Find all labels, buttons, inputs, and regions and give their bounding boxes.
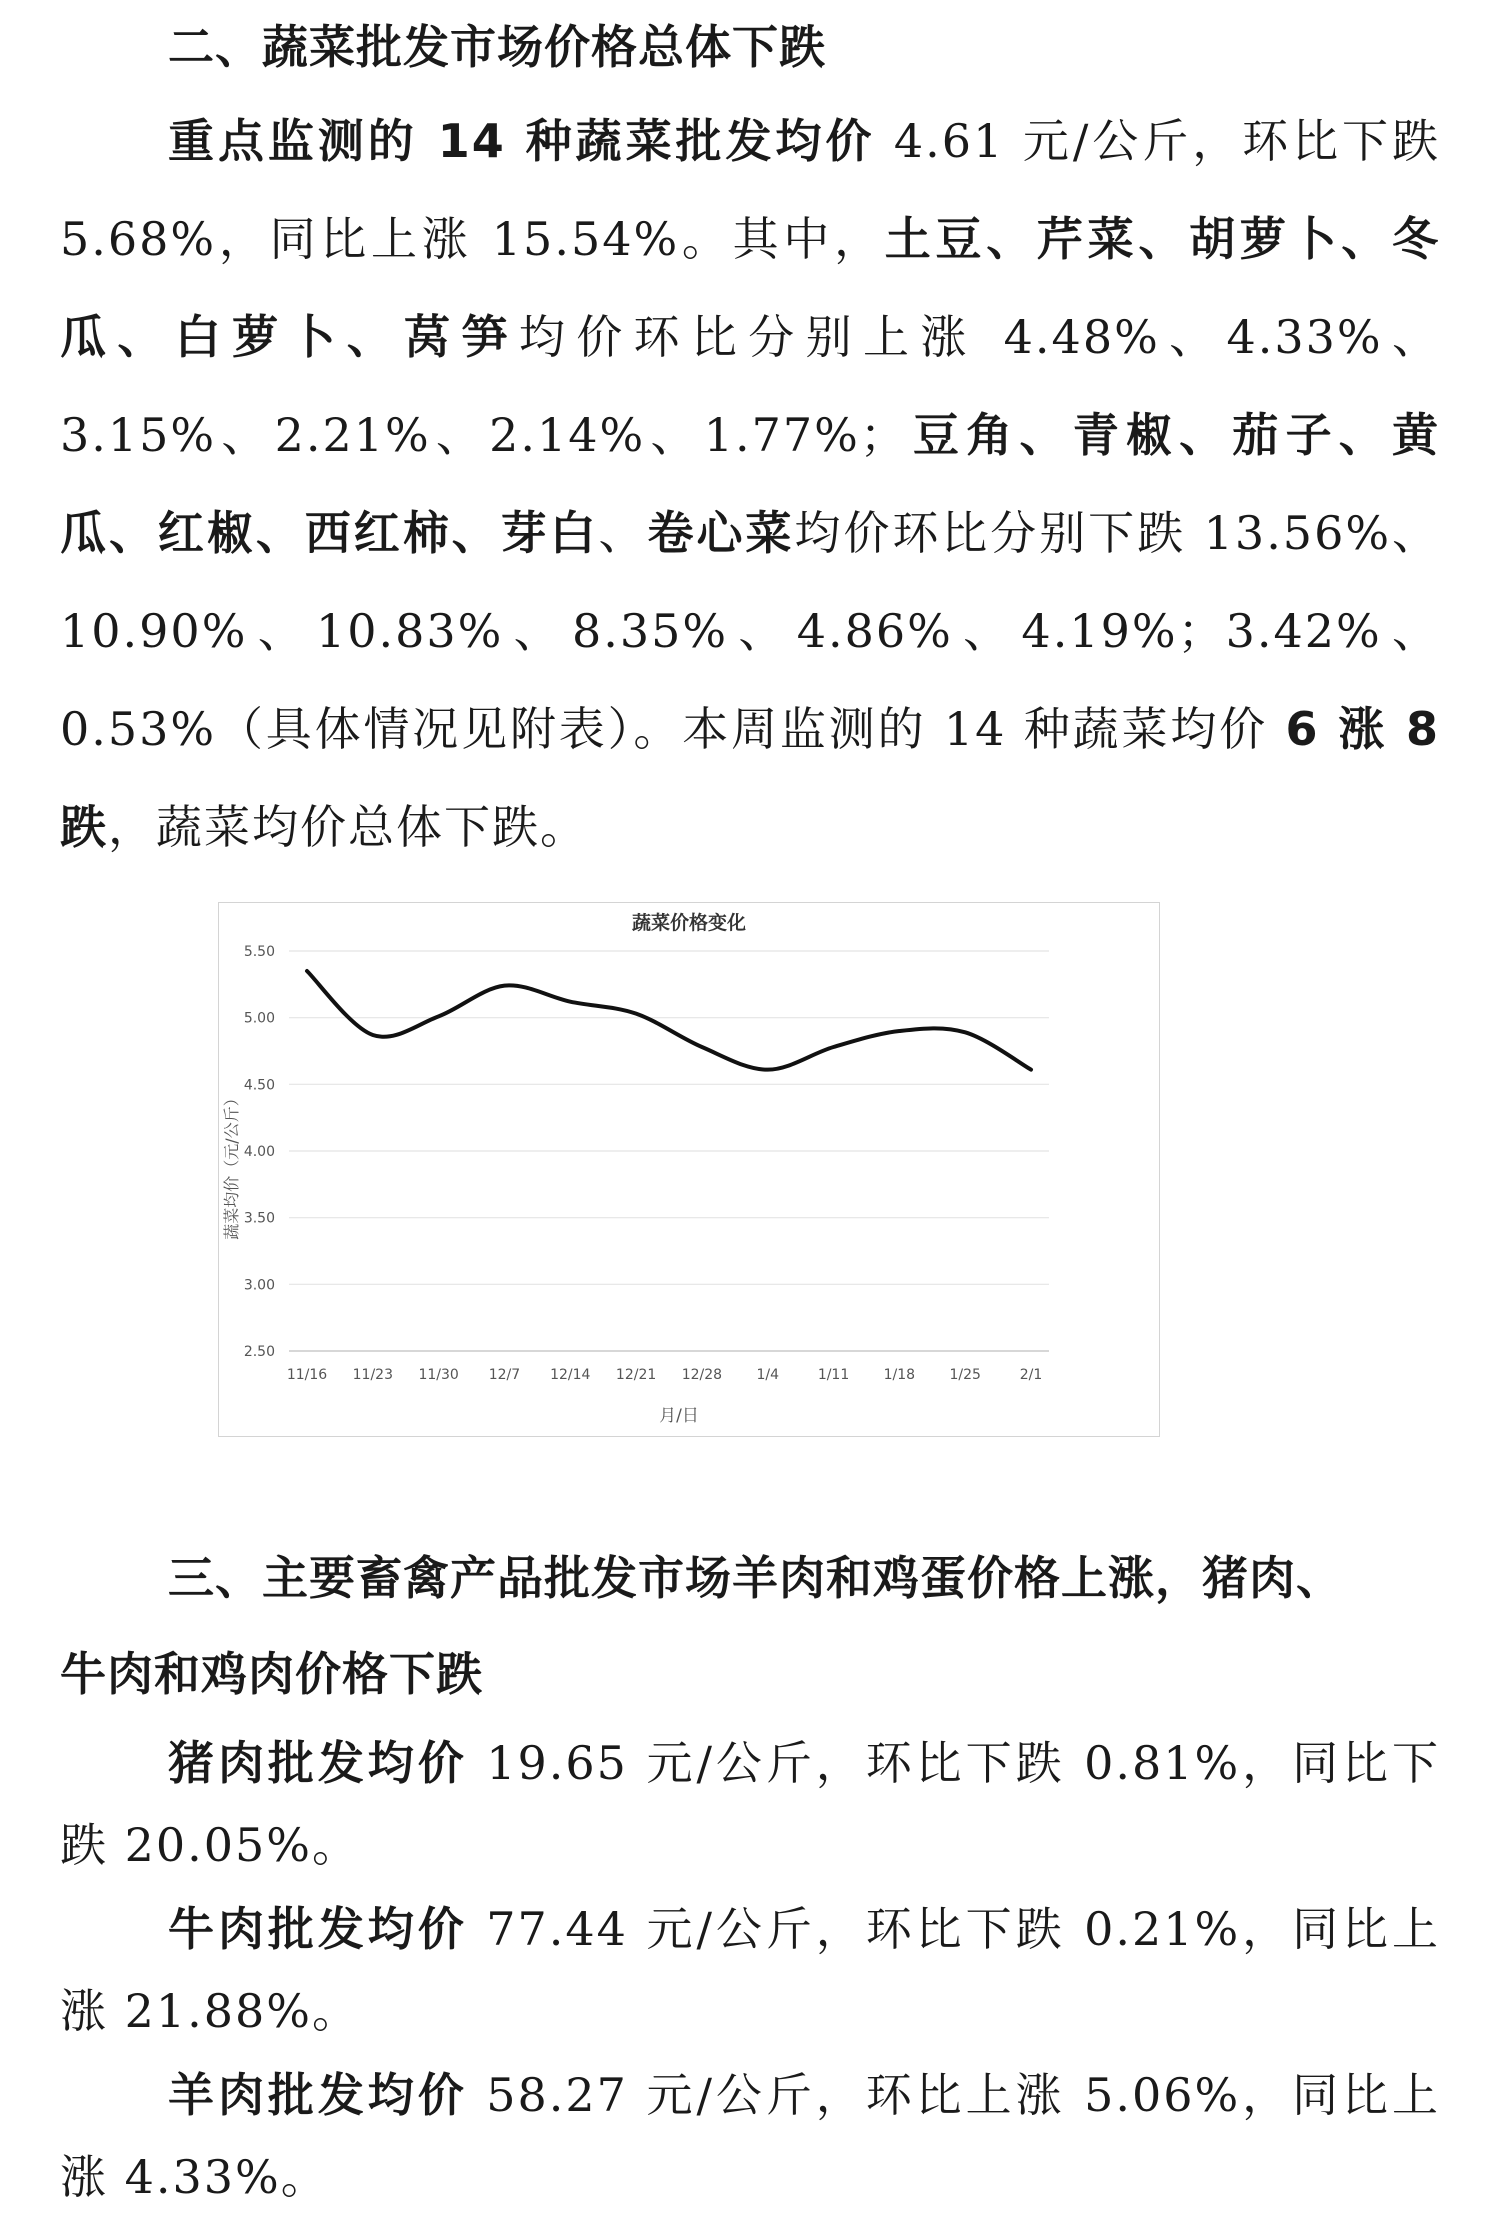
y-tick-label: 2.50 [244,1344,275,1360]
bold-span: 猪肉批发均价 [168,1736,468,1790]
y-tick-label: 4.50 [244,1077,275,1093]
section-2-heading: 二、蔬菜批发市场价格总体下跌 [60,2,1440,92]
bold-span: 重点监测的 14 种蔬菜批发均价 [168,114,875,168]
y-tick-label: 5.00 [244,1011,275,1027]
text-span: 均价环比分别下跌 13.56%、10.90%、10.83%、8.35%、4.86%、4.19%；3.42%、0.53%（具体情况见附表）。本周监测的 14 种蔬菜均价 [60,506,1440,756]
bold-span: 卷心菜 [648,506,795,560]
x-tick-label: 1/18 [884,1367,915,1383]
x-tick-label: 1/11 [818,1367,849,1383]
series-line [307,971,1031,1070]
bold-span: 豆角、青椒、茄子、黄瓜、红椒、西红柿、芽白 [60,408,1440,560]
x-axis-label: 月/日 [659,1406,699,1426]
bold-span: 牛肉批发均价 [168,1902,468,1956]
x-tick-label: 2/1 [1020,1367,1043,1383]
bold-span: 6 涨 8 跌 [60,702,1440,854]
y-tick-label: 3.00 [244,1277,275,1293]
x-tick-label: 11/16 [287,1367,327,1383]
x-tick-label: 12/28 [682,1367,722,1383]
x-tick-label: 12/14 [550,1367,590,1383]
data-points [307,971,1031,1070]
chart-grid [289,951,1049,1351]
chart-svg [219,903,1159,1436]
y-tick-labels [244,944,275,1360]
text-span: 4.61 元/公斤，环比下跌 5.68%，同比上涨 15.54%。其中， [60,114,1440,266]
vegetable-price-chart [218,902,1160,1437]
x-tick-labels [287,1367,1042,1383]
x-tick-label: 12/21 [616,1367,656,1383]
text-span: ，蔬菜均价总体下跌。 [108,800,588,854]
text-span: 58.27 元/公斤，环比上涨 5.06%，同比上涨 4.33%。 [60,2068,1440,2204]
section-3 [60,1530,1440,2220]
mutton-paragraph [60,2054,1440,2218]
x-tick-label: 12/7 [489,1367,520,1383]
bold-span: 土豆、芹菜、胡萝卜、冬瓜、白萝卜、莴笋 [60,212,1440,364]
x-tick-label: 1/4 [756,1367,779,1383]
text-span: 均价环比分别上涨 4.48%、4.33%、3.15%、2.21%、2.14%、1.77%； [60,310,1440,462]
text-span: 19.65 元/公斤，环比下跌 0.81%，同比下跌 20.05%。 [60,1736,1440,1872]
document-page [60,0,1440,876]
text-span: 、 [599,506,648,560]
text-span: 77.44 元/公斤，环比下跌 0.21%，同比上涨 21.88%。 [60,1902,1440,2038]
x-tick-label: 1/25 [949,1367,980,1383]
section-3-heading [60,1530,1440,1722]
y-tick-label: 5.50 [244,944,275,960]
pork-paragraph [60,1722,1440,1886]
section-2-paragraph [60,92,1440,876]
y-axis-label: 蔬菜均价（元/公斤） [222,1090,241,1239]
heading-line-2: 牛肉和鸡肉价格下跌 [60,1626,1440,1722]
beef-paragraph [60,1888,1440,2052]
y-tick-label: 4.00 [244,1144,275,1160]
x-tick-label: 11/23 [353,1367,393,1383]
heading-line-1: 三、主要畜禽产品批发市场羊肉和鸡蛋价格上涨，猪肉、 [168,1551,1343,1605]
bold-span: 羊肉批发均价 [168,2068,468,2122]
chart-title: 蔬菜价格变化 [631,911,746,934]
y-tick-label: 3.50 [244,1211,275,1227]
x-tick-label: 11/30 [418,1367,458,1383]
